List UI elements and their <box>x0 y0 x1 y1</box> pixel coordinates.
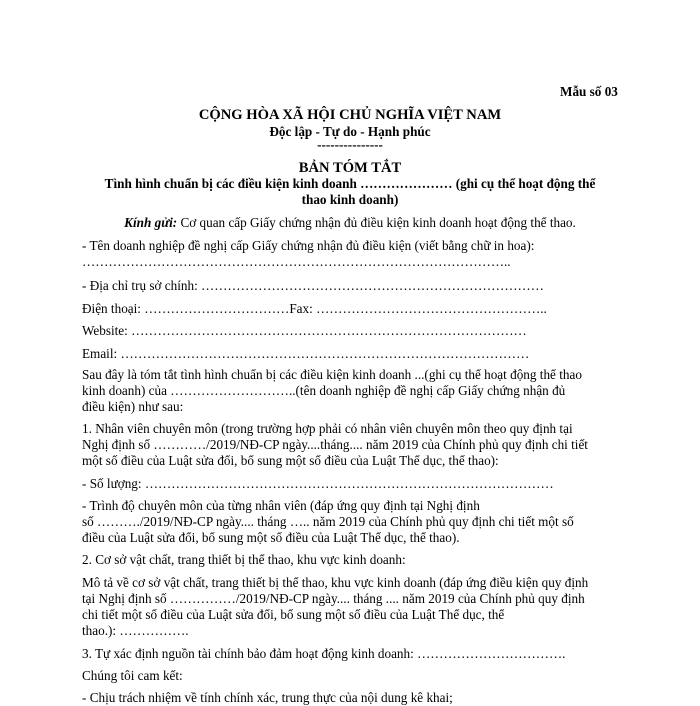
section-2-line-2: tại Nghị định số ……………/2019/NĐ-CP ngày.... tháng .... năm 2019 của Chính phủ quy định <box>82 591 585 606</box>
staff-qualification-line-3: điều của Luật sửa đổi, bổ sung một số điều của Luật Thể dục, thể thao). <box>82 530 460 545</box>
section-1-line-1: 1. Nhân viên chuyên môn (trong trường hợp phải có nhân viên chuyên môn theo quy định tại <box>82 421 573 436</box>
section-2-line-4: thao.): ……………. <box>82 623 189 638</box>
website-field: Website: ……………………………………………………………………………… <box>82 323 527 338</box>
intro-line-3: điều kiện) như sau: <box>82 399 184 414</box>
company-name-label: - Tên doanh nghiệp đề nghị cấp Giấy chứng nhận đủ điều kiện (viết bằng chữ in hoa): <box>82 238 535 253</box>
intro-line-2: kinh doanh) của ………………………..(tên doanh nghiệp đề nghị cấp Giấy chứng nhận đủ <box>82 383 566 398</box>
section-1-line-3: một số điều của Luật sửa đổi, bổ sung một số điều của Luật Thể dục, thể thao): <box>82 453 499 468</box>
commitment-item-1: - Chịu trách nhiệm về tính chính xác, trung thực của nội dung kê khai; <box>82 690 453 705</box>
recipient-line <box>60 215 640 231</box>
section-2-line-1: Mô tả về cơ sở vật chất, trang thiết bị thể thao, khu vực kinh doanh (đáp ứng điều kiện quy định <box>82 575 589 590</box>
intro-line-1: Sau đây là tóm tắt tình hình chuẩn bị các điều kiện kinh doanh ...(ghi cụ thể hoạt động thể thao <box>82 367 582 382</box>
address-field: - Địa chỉ trụ sở chính: …………………………………………………………………… <box>82 278 544 293</box>
staff-qualification-line-1: - Trình độ chuyên môn của từng nhân viên (đáp ứng quy định tại Nghị định <box>82 498 480 513</box>
staff-qualification-line-2: số ………./2019/NĐ-CP ngày.... tháng ….. năm 2019 của Chính phủ quy định chi tiết một số <box>82 514 574 529</box>
document-subtitle-line-2: thao kinh doanh) <box>301 192 399 207</box>
email-field: Email: ………………………………………………………………………………… <box>82 346 530 361</box>
section-3-heading: 3. Tự xác định nguồn tài chính bảo đảm hoạt động kinh doanh: ……………………………. <box>82 646 566 661</box>
phone-fax-field: Điện thoại: ……………………………Fax: …………………………………………….. <box>82 301 547 316</box>
national-motto: Độc lập - Tự do - Hạnh phúc <box>269 124 431 139</box>
section-2-heading: 2. Cơ sở vật chất, trang thiết bị thể thao, khu vực kinh doanh: <box>82 552 406 567</box>
recipient-value: Cơ quan cấp Giấy chứng nhận đủ điều kiện kinh doanh hoạt động thể thao. <box>180 215 576 230</box>
staff-quantity-field: - Số lượng: ………………………………………………………………………………… <box>82 476 554 491</box>
document-title: BẢN TÓM TẮT <box>298 160 402 176</box>
form-number: Mẫu số 03 <box>560 84 618 99</box>
motto-separator: --------------- <box>317 137 383 152</box>
section-2-line-3: chi tiết một số điều của Luật sửa đổi, bổ sung một số điều của Luật Thể dục, thể <box>82 607 505 622</box>
document-subtitle-line-1: Tình hình chuẩn bị các điều kiện kinh doanh ………………… (ghi cụ thể hoạt động thể <box>104 176 596 191</box>
company-name-field: …………………………………………………………………………………….. <box>82 254 511 269</box>
country-name: CỘNG HÒA XÃ HỘI CHỦ NGHĨA VIỆT NAM <box>198 107 502 123</box>
section-1-line-2: Nghị định số …………/2019/NĐ-CP ngày....tháng.... năm 2019 của Chính phủ quy định chi tiết <box>82 437 588 452</box>
commitment-heading: Chúng tôi cam kết: <box>82 668 183 683</box>
recipient-label: Kính gửi: <box>124 215 178 230</box>
